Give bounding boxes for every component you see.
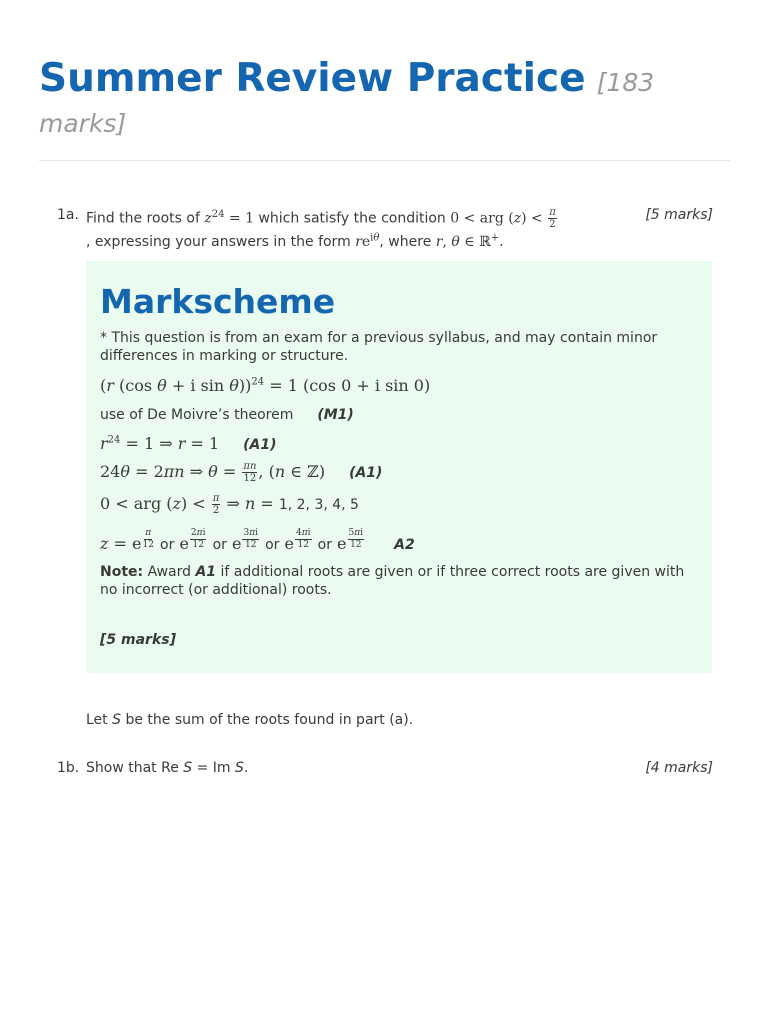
question-1b-text: Show that Re S = Im S.	[86, 760, 249, 776]
question-1a-line-1: Find the roots of $z^{24} = 1$ which satisfy the condition 0 < arg (z) < $\frac{\pi}{2}$	[86, 207, 556, 230]
markscheme-equation-2: $r^{24} = 1$ ⇒ r = 1 (A1)	[100, 434, 277, 453]
markscheme-equation-4: 0 < arg (z) < $\frac{\pi}{2}$ ⇒ n = 1, 2, 3, 4, 5	[100, 493, 359, 516]
markscheme-note: Note: Award A1 if additional roots are given or if three correct roots are given with no incorrect (or additional) roots.	[100, 564, 685, 598]
page-title	[39, 56, 689, 146]
title-total-marks: [183 marks]	[39, 68, 655, 138]
markscheme-total-marks: [5 marks]	[100, 632, 176, 648]
markscheme-equation-1: (r (cos θ + i sin θ))$^{24}$ = 1 (cos 0 + i sin 0)	[100, 376, 431, 395]
award-a1-first: (A1)	[243, 437, 277, 453]
markscheme-equation-3: 24θ = 2πn ⇒ θ = $\frac{\pi n}{12}$ , (n ∈ ℤ) (A1)	[100, 461, 383, 484]
award-m1: (M1)	[317, 407, 354, 423]
question-1a-number: 1a.	[57, 207, 79, 223]
award-a2: A2	[394, 536, 415, 553]
question-1b-marks: [4 marks]	[645, 760, 713, 776]
question-1a-marks: [5 marks]	[645, 207, 713, 223]
question-1b-number: 1b.	[57, 760, 80, 776]
question-stem: Let S be the sum of the roots found in part (a).	[86, 712, 414, 728]
title-text: Summer Review Practice	[39, 56, 586, 101]
markscheme-syllabus-note: * This question is from an exam for a previous syllabus, and may contain minor differences in marking or structure.	[100, 330, 658, 364]
question-1a-line-2: , expressing your answers in the form $re^{i\theta}$, where r, θ ∈ ℝ+.	[86, 232, 504, 250]
award-a1-second: (A1)	[349, 465, 383, 481]
markscheme-equation-5: z = e $^{\frac{\pi}{12}}$ or e $^{\frac{2\pi i}{12}}$ or e $^{\frac{3\pi i}{12}}$ or e $^{\frac{4\pi i}{12}}$ or e $^{\frac{5\pi i}{12}}$ A2	[100, 528, 415, 553]
markscheme-demoivre-line: use of De Moivre’s theorem (M1)	[100, 407, 354, 423]
title-divider	[39, 160, 730, 161]
markscheme-title: Markscheme	[100, 282, 336, 321]
